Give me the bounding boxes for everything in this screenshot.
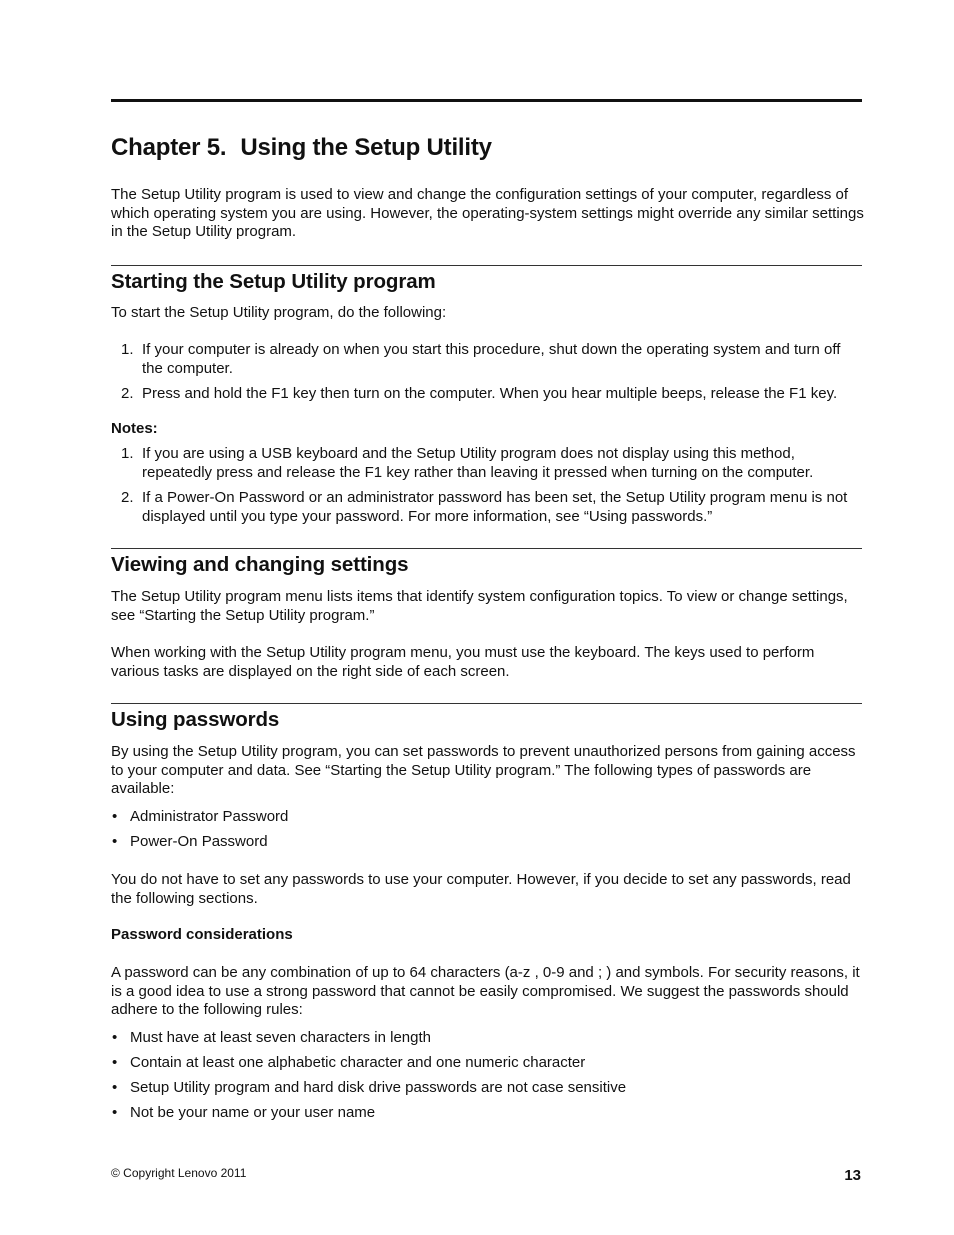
bullet-icon: •: [112, 833, 118, 850]
rule-text: Contain at least one alphabetic character and one numeric character: [130, 1054, 586, 1071]
section-rule: [111, 703, 862, 704]
step-text: If your computer is already on when you start this procedure, shut down the operating system and turn off the computer.: [142, 341, 841, 377]
list-item: [111, 445, 864, 482]
password-rules-list: [111, 1029, 864, 1129]
bullet-icon: •: [112, 1079, 118, 1096]
rule-text: Must have at least seven characters in length: [130, 1029, 431, 1046]
chapter-intro: The Setup Utility program is used to view and change the configuration settings of your computer, regardless of which operating system you are using. However, the operating-system settings might override any similar settings in the Setup Utility program.: [111, 186, 864, 240]
list-item: [111, 833, 864, 852]
passwords-para-2: You do not have to set any passwords to use your computer. However, if you decide to set any passwords, read the following sections.: [111, 871, 851, 907]
bullet-icon: •: [112, 1029, 118, 1046]
footer-copyright: © Copyright Lenovo 2011: [111, 1166, 247, 1180]
notes-label: Notes:: [111, 420, 158, 437]
starting-steps: [111, 341, 864, 411]
viewing-para-2: When working with the Setup Utility program menu, you must use the keyboard. The keys used to perform various tasks are displayed on the right side of each screen.: [111, 644, 815, 680]
top-rule: [111, 99, 862, 102]
note-text: If you are using a USB keyboard and the Setup Utility program does not display using this method, repeatedly press and release the F1 key rather than leaving it pressed when turning on the computer.: [142, 445, 814, 481]
chapter-name: Using the Setup Utility: [240, 134, 492, 161]
list-number: 2.: [121, 385, 134, 402]
page-number: 13: [844, 1167, 861, 1184]
considerations-heading: Password considerations: [111, 926, 293, 943]
passwords-para-3: A password can be any combination of up to 64 characters (a-z , 0-9 and ; ) and symbols. For security reasons, it is a good idea to use a strong password that cannot be easily compromised. We suggest the passwords should adhere to the following rules:: [111, 964, 860, 1018]
list-item: [111, 808, 864, 827]
passwords-para-1: By using the Setup Utility program, you can set passwords to prevent unauthorized persons from gaining access to your computer and data. See “Starting the Setup Utility program.” The following types of passwords are available:: [111, 743, 856, 797]
notes-list: [111, 445, 864, 533]
list-item: [111, 385, 864, 404]
section-rule: [111, 265, 862, 266]
section-heading-viewing: Viewing and changing settings: [111, 553, 409, 576]
note-text: If a Power-On Password or an administrator password has been set, the Setup Utility program menu is not displayed until you type your password. For more information, see “Using passwords.”: [142, 489, 848, 525]
rule-text: Not be your name or your user name: [130, 1104, 376, 1121]
password-type: Administrator Password: [130, 808, 289, 825]
bullet-icon: •: [112, 1054, 118, 1071]
list-item: [111, 1104, 864, 1123]
list-number: 2.: [121, 489, 134, 506]
list-item: [111, 489, 864, 526]
section-rule: [111, 548, 862, 549]
section-heading-starting: Starting the Setup Utility program: [111, 270, 436, 293]
rule-text: Setup Utility program and hard disk drive passwords are not case sensitive: [130, 1079, 627, 1096]
bullet-icon: •: [112, 1104, 118, 1121]
list-number: 1.: [121, 341, 134, 358]
chapter-number: Chapter 5.: [111, 134, 227, 161]
section-heading-passwords: Using passwords: [111, 708, 280, 731]
password-type: Power-On Password: [130, 833, 268, 850]
list-item: [111, 1029, 864, 1048]
list-item: [111, 341, 864, 378]
list-item: [111, 1054, 864, 1073]
bullet-icon: •: [112, 808, 118, 825]
starting-lead: To start the Setup Utility program, do the following:: [111, 304, 447, 321]
list-item: [111, 1079, 864, 1098]
list-number: 1.: [121, 445, 134, 462]
step-text: Press and hold the F1 key then turn on the computer. When you hear multiple beeps, release the F1 key.: [142, 385, 838, 402]
viewing-para-1: The Setup Utility program menu lists items that identify system configuration topics. To view or change settings, see “Starting the Setup Utility program.”: [111, 588, 848, 624]
chapter-title: [111, 134, 492, 162]
password-types-list: [111, 808, 864, 858]
